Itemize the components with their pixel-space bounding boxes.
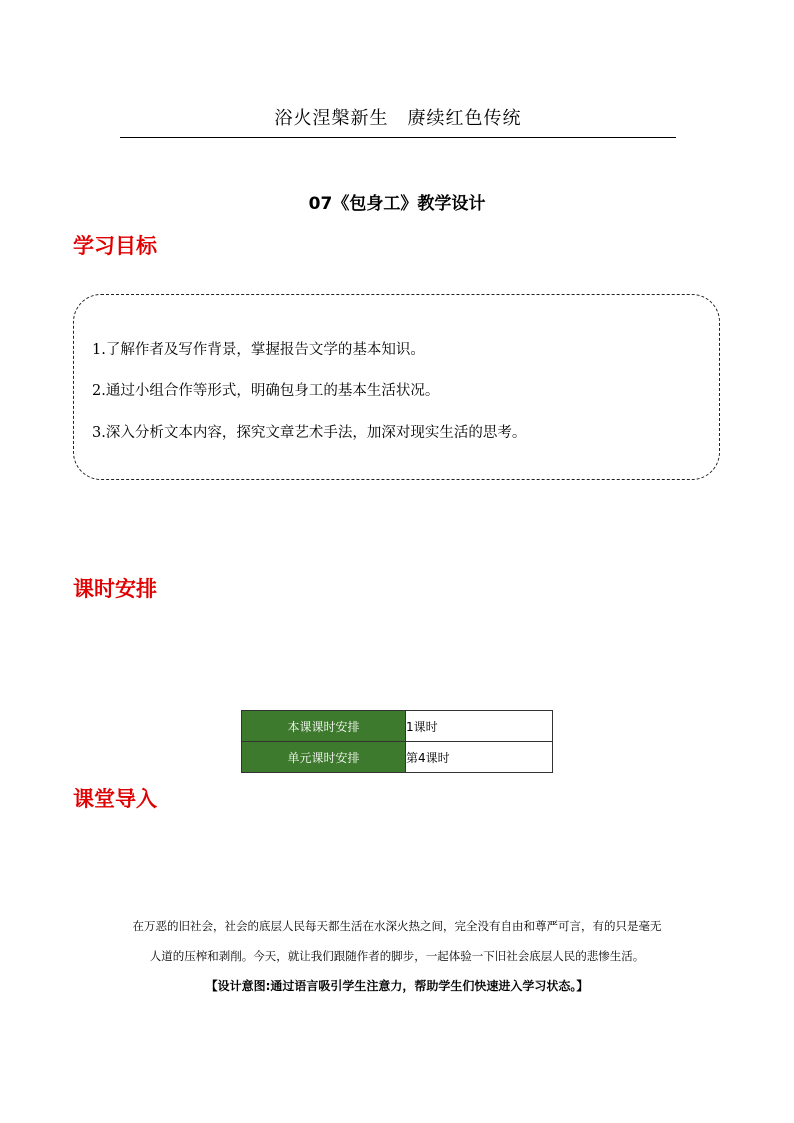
header-title: 浴火涅槃新生 赓续红色传统 bbox=[274, 108, 522, 129]
goal-item: 1.了解作者及写作背景，掌握报告文学的基本知识。 bbox=[92, 342, 425, 358]
document-title: 07《包身工》教学设计 bbox=[308, 194, 486, 214]
goals-heading: 学习目标 bbox=[73, 234, 157, 258]
schedule-table bbox=[241, 710, 553, 773]
header-divider bbox=[120, 137, 676, 138]
schedule-value: 第4课时 bbox=[406, 742, 553, 773]
table-row bbox=[242, 711, 553, 742]
intro-paragraph-line: 在万恶的旧社会，社会的底层人民每天都生活在水深火热之间，完全没有自由和尊严可言，有的只是毫无 bbox=[132, 919, 662, 933]
schedule-label: 本课课时安排 bbox=[242, 711, 406, 742]
goal-item: 3.深入分析文本内容，探究文章艺术手法，加深对现实生活的思考。 bbox=[92, 425, 527, 441]
schedule-heading: 课时安排 bbox=[73, 577, 157, 601]
intro-paragraph-line: 人道的压榨和剥削。今天，就让我们跟随作者的脚步，一起体验一下旧社会底层人民的悲惨生活。 bbox=[149, 949, 645, 963]
table-row bbox=[242, 742, 553, 773]
schedule-value: 1课时 bbox=[406, 711, 553, 742]
design-intent-note: 【设计意图:通过语言吸引学生注意力，帮助学生们快速进入学习状态。】 bbox=[205, 979, 589, 993]
goal-item: 2.通过小组合作等形式，明确包身工的基本生活状况。 bbox=[92, 383, 440, 399]
intro-heading: 课堂导入 bbox=[73, 787, 157, 811]
schedule-label: 单元课时安排 bbox=[242, 742, 406, 773]
